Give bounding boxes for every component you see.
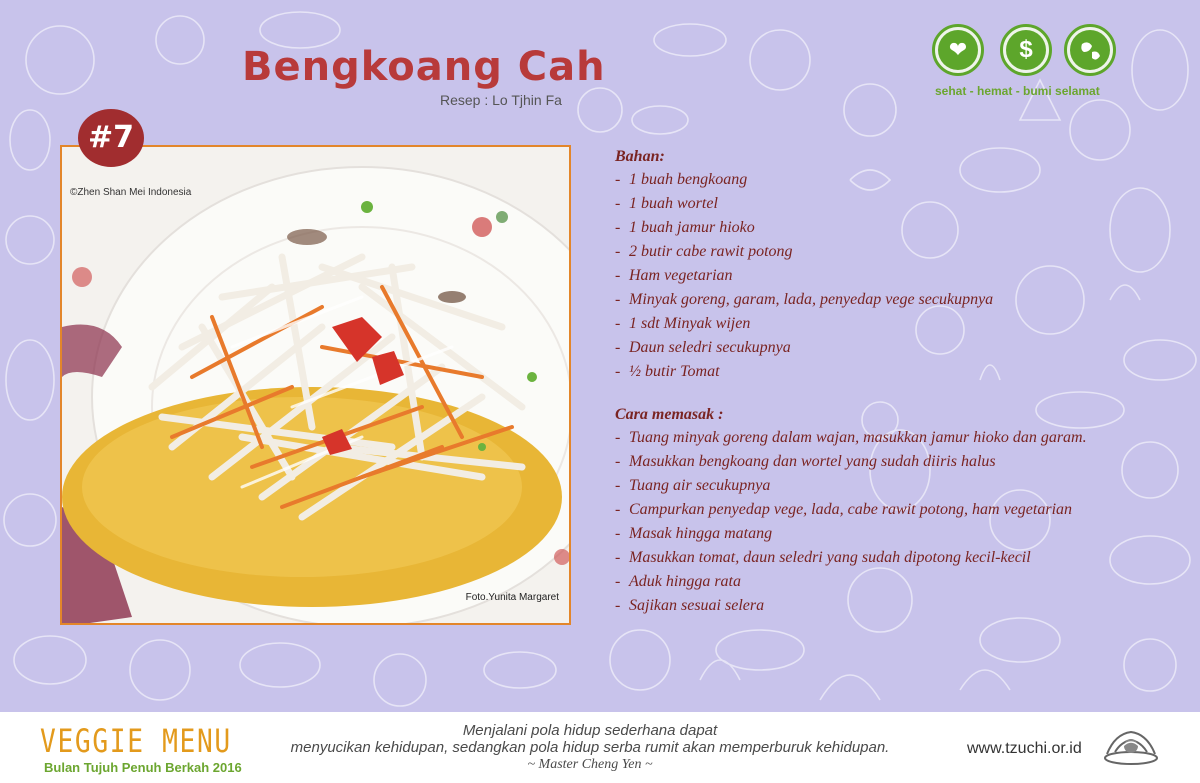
ingredient-item: - 2 butir cabe rawit potong [615, 243, 793, 260]
step-item: - Campurkan penyedap vege, lada, cabe rawit potong, ham vegetarian [615, 501, 1073, 518]
ingredient-item: - ½ butir Tomat [615, 363, 720, 380]
step-item: - Tuang air secukupnya [615, 477, 771, 494]
ingredient-text: 1 sdt Minyak wijen [629, 315, 751, 332]
ingredient-item: - 1 buah wortel [615, 195, 718, 212]
veggie-menu-title: VEGGIE MENU [40, 722, 232, 760]
ingredient-item: - 1 buah bengkoang [615, 171, 748, 188]
step-item: - Tuang minyak goreng dalam wajan, masukkan jamur hioko dan garam. [615, 429, 1087, 446]
tagline: sehat - hemat - bumi selamat [935, 84, 1100, 98]
ingredient-text: 1 buah wortel [629, 195, 718, 212]
ingredients-list [615, 168, 1087, 384]
ingredient-item: - Minyak goreng, garam, lada, penyedap vege secukupnya [615, 291, 994, 308]
recipe-number-badge: #7 [78, 109, 144, 167]
ingredient-text: Daun seledri secukupnya [629, 339, 791, 356]
recipe-author: Resep : Lo Tjhin Fa [440, 92, 562, 108]
step-text: Aduk hingga rata [629, 573, 741, 590]
steps-heading: Cara memasak : [615, 406, 724, 423]
step-item: - Aduk hingga rata [615, 573, 741, 590]
ingredient-item: - 1 sdt Minyak wijen [615, 315, 751, 332]
photo-copyright: ©Zhen Shan Mei Indonesia [70, 187, 192, 198]
ingredients-heading: Bahan: [615, 148, 665, 165]
dish-illustration [62, 147, 571, 625]
ingredient-text: 1 buah jamur hioko [629, 219, 755, 236]
quote [250, 722, 930, 773]
website-link[interactable]: www.tzuchi.or.id [967, 740, 1082, 757]
step-text: Campurkan penyedap vege, lada, cabe rawit potong, ham vegetarian [629, 501, 1073, 518]
ingredient-item: - Daun seledri secukupnya [615, 339, 791, 356]
quote-author: ~ Master Cheng Yen ~ [527, 757, 653, 772]
step-item: - Masukkan tomat, daun seledri yang sudah dipotong kecil-kecil [615, 549, 1031, 566]
step-text: Masak hingga matang [629, 525, 773, 542]
footer [0, 712, 1200, 783]
step-text: Masukkan bengkoang dan wortel yang sudah diiris halus [629, 453, 996, 470]
ingredient-text: Minyak goreng, garam, lada, penyedap vege secukupnya [629, 291, 994, 308]
dish-photo [60, 145, 571, 625]
heart-icon: ❤ [932, 24, 984, 76]
globe-icon [1064, 24, 1116, 76]
step-text: Sajikan sesuai selera [629, 597, 765, 614]
ingredient-item: - 1 buah jamur hioko [615, 219, 755, 236]
dollar-icon: $ [1000, 24, 1052, 76]
step-text: Masukkan tomat, daun seledri yang sudah dipotong kecil-kecil [629, 549, 1031, 566]
ingredient-text: ½ butir Tomat [629, 363, 720, 380]
recipe-text [615, 148, 1087, 618]
step-item: - Masak hingga matang [615, 525, 773, 542]
photo-credit: Foto.Yunita Margaret [465, 592, 559, 603]
veggie-menu-subtitle: Bulan Tujuh Penuh Berkah 2016 [44, 760, 242, 775]
recipe-title: Bengkoang Cah [242, 44, 606, 90]
steps-list [615, 426, 1087, 618]
ingredient-text: 2 butir cabe rawit potong [629, 243, 793, 260]
ingredient-item: - Ham vegetarian [615, 267, 733, 284]
quote-line-2: menyucikan kehidupan, sedangkan pola hidup serba rumit akan memperburuk kehidupan. [290, 739, 890, 756]
step-item: - Sajikan sesuai selera [615, 597, 765, 614]
value-icons [932, 24, 1122, 80]
ingredient-text: 1 buah bengkoang [629, 171, 748, 188]
step-item: - Masukkan bengkoang dan wortel yang sudah diiris halus [615, 453, 996, 470]
ingredient-text: Ham vegetarian [629, 267, 733, 284]
tzuchi-logo-icon [1103, 728, 1159, 768]
step-text: Tuang minyak goreng dalam wajan, masukkan jamur hioko dan garam. [629, 429, 1087, 446]
step-text: Tuang air secukupnya [629, 477, 771, 494]
quote-line-1: Menjalani pola hidup sederhana dapat [462, 722, 718, 739]
